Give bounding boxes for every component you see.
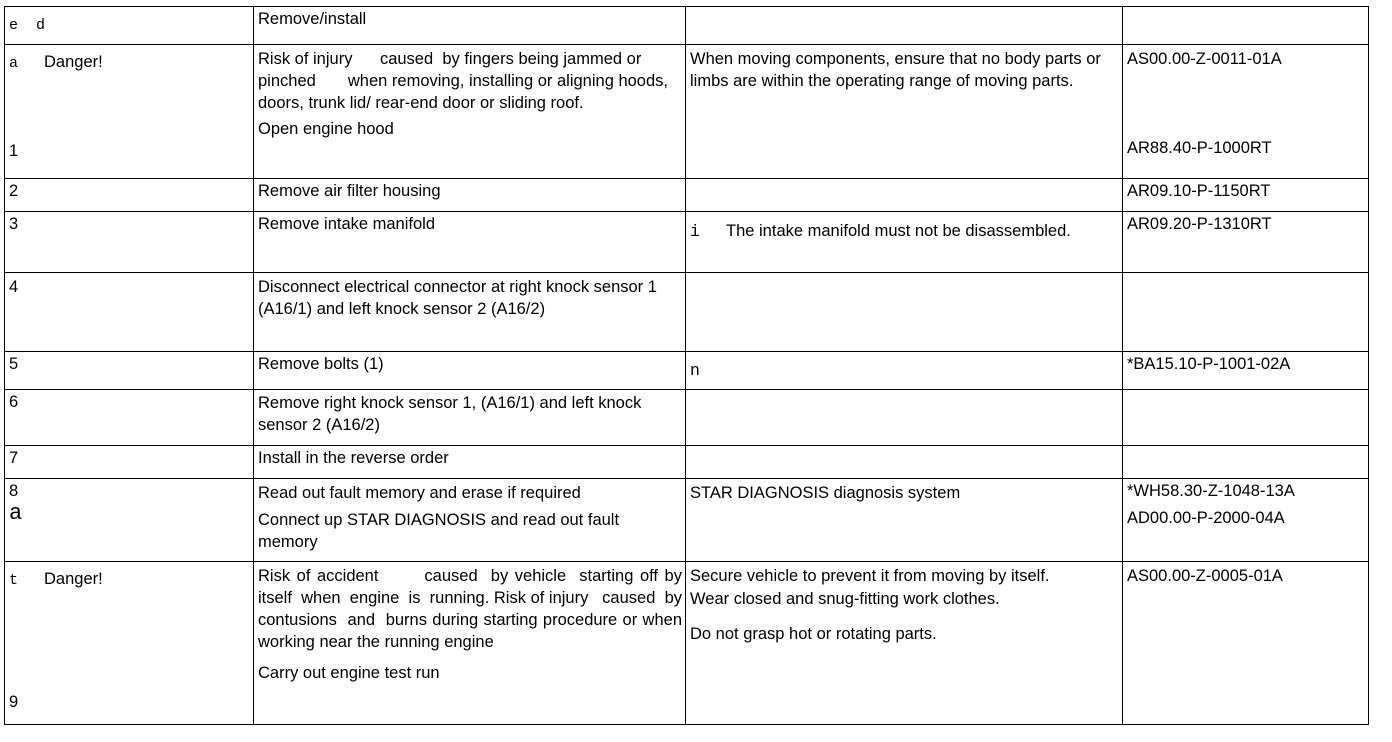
step-text: Remove air filter housing [258, 182, 441, 200]
danger-note: Secure vehicle to prevent it from moving by itself. [690, 567, 1050, 585]
table-row [5, 446, 1369, 479]
document-ref: AD00.00-P-2000-04A [1127, 509, 1285, 527]
step-number: 8 [9, 482, 19, 500]
step-number: 9 [9, 693, 19, 711]
danger-note: When moving components, ensure that no body parts or limbs are within the operating range of moving parts. [690, 50, 1101, 90]
table-row [5, 45, 1369, 179]
step-number: 6 [9, 393, 19, 411]
table-row [5, 479, 1369, 562]
step-note [686, 390, 1122, 391]
step-note: The intake manifold must not be disassembled. [726, 222, 1071, 240]
document-ref: *WH58.30-Z-1048-13A [1127, 482, 1295, 500]
danger-text: Risk of accident caused by vehicle starting off by itself when engine is running. Risk of injury caused by contusions and burns during starting procedure or when working near the running engine [258, 567, 692, 651]
warning-icon: t [9, 572, 19, 589]
tool-icon: n [690, 361, 700, 380]
step-text: Remove bolts (1) [258, 355, 384, 373]
document-ref: AR09.10-P-1150RT [1127, 182, 1271, 200]
step-text: Open engine hood [258, 120, 394, 138]
step-text: Remove right knock sensor 1, (A16/1) and left knock sensor 2 (A16/2) [258, 394, 642, 434]
procedure-table [4, 6, 1369, 725]
document-ref [1123, 390, 1368, 391]
header-title: Remove/install [258, 10, 367, 28]
info-icon: i [690, 222, 700, 241]
table-row [5, 212, 1369, 273]
step-note [686, 446, 1122, 447]
danger-note: Do not grasp hot or rotating parts. [690, 625, 937, 643]
step-text: Disconnect electrical connector at right knock sensor 1 (A16/1) and left knock sensor 2 (A16/2) [258, 278, 657, 318]
step-number: 3 [9, 215, 19, 233]
document-ref: AR88.40-P-1000RT [1127, 139, 1272, 157]
danger-text: Risk of injury caused by fingers being jammed or pinched when removing, installing or aligning hoods, doors, trunk lid/ rear-end door or sliding roof. [258, 50, 673, 112]
step-number: 1 [9, 142, 19, 160]
table-row [5, 273, 1369, 352]
document-ref: *BA15.10-P-1001-02A [1127, 355, 1291, 373]
document-ref: AS00.00-Z-0011-01A [1127, 50, 1282, 68]
document-ref: AR09.20-P-1310RT [1127, 215, 1272, 233]
table-row [5, 562, 1369, 725]
sub-step-text: Connect up STAR DIAGNOSIS and read out fault memory [258, 511, 620, 551]
step-text: Carry out engine test run [258, 664, 440, 682]
step-number: 2 [9, 182, 19, 200]
step-text: Remove intake manifold [258, 215, 436, 233]
header-symbols: e d [9, 17, 46, 34]
document-ref: AS00.00-Z-0005-01A [1127, 567, 1283, 585]
step-number: 4 [9, 278, 19, 296]
document-ref [1123, 446, 1368, 447]
danger-label: Danger! [44, 570, 103, 588]
step-note [686, 273, 1122, 274]
danger-note: Wear closed and snug-fitting work clothes. [690, 590, 1000, 608]
step-number: 7 [9, 449, 19, 467]
step-text: Install in the reverse order [258, 449, 449, 467]
step-note [686, 179, 1122, 180]
step-note: STAR DIAGNOSIS diagnosis system [690, 484, 961, 502]
warning-icon: a [9, 55, 19, 72]
table-row [5, 352, 1369, 390]
step-number: 5 [9, 355, 19, 373]
sub-step-icon: a [9, 501, 23, 526]
table-row [5, 179, 1369, 212]
document-ref [1123, 273, 1368, 274]
danger-label: Danger! [44, 53, 103, 71]
table-row [5, 390, 1369, 446]
step-text: Read out fault memory and erase if required [258, 484, 581, 502]
table-row [5, 7, 1369, 45]
